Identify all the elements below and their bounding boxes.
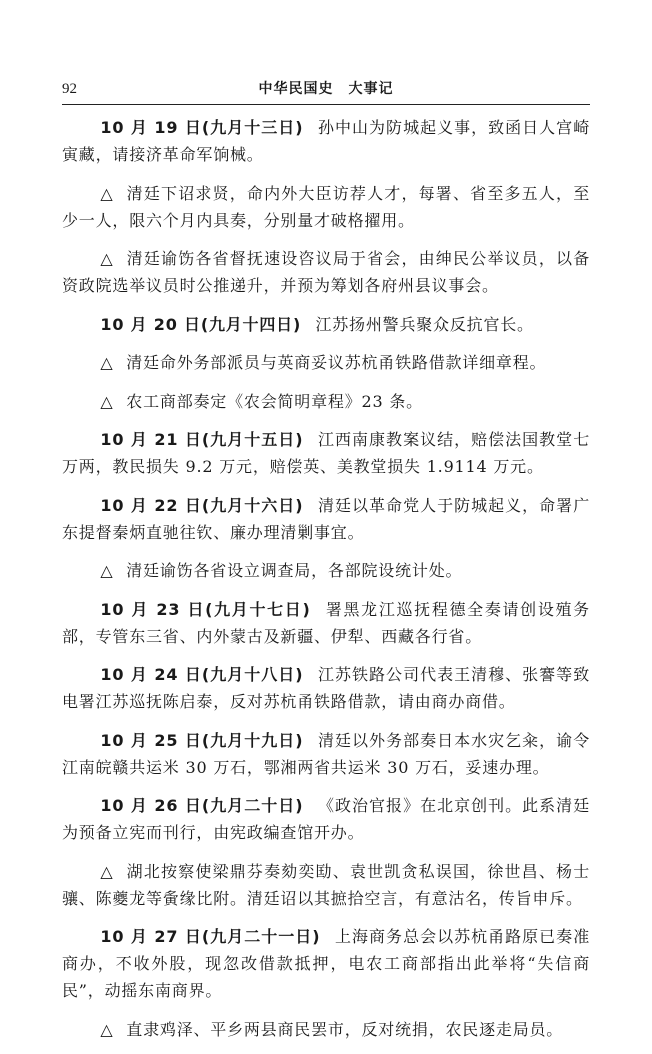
triangle-marker-icon: △ (100, 561, 114, 580)
entry-text: 江苏扬州警兵聚众反抗官长。 (315, 314, 534, 334)
entry-1022 (62, 492, 590, 546)
entry-date: 10 月 25 日(九月十九日) (100, 730, 304, 750)
entry-1020-b (62, 388, 590, 415)
running-title: 中华民国史 大事记 (258, 81, 394, 97)
entry-text: 清廷下诏求贤，命内外大臣访荐人才，每署、省至多五人，至少一人，限六个月内具奏，分别量才破格擢用。 (62, 183, 590, 230)
entry-1024 (62, 661, 590, 715)
entry-text: 《政治官报》在北京创刊。此系清廷为预备立宪而刊行，由宪政编查馆开办。 (62, 796, 590, 842)
entry-date: 10 月 20 日(九月十四日) (100, 314, 302, 334)
entry-text: 上海商务总会以苏杭甬路原已奏准商办，不收外股，现忽改借款抵押，电农工商部指出此举将“失信商民”，动摇东南商界。 (62, 927, 590, 1000)
entry-text: 农工商部奏定《农会简明章程》23 条。 (126, 391, 423, 411)
entry-text: 江西南康教案议结，赔偿法国教堂七万两，教民损失 9.2 万元，赔偿英、美教堂损失 1.9114 万元。 (62, 430, 590, 476)
triangle-marker-icon: △ (100, 861, 114, 881)
entry-date: 10 月 26 日(九月二十日) (100, 796, 304, 815)
entry-text: 清廷以革命党人于防城起义，命署广东提督秦炳直驰往钦、廉办理清剿事宜。 (62, 495, 590, 542)
entry-1027 (62, 923, 590, 1004)
header-rule (62, 104, 590, 105)
page-number: 92 (62, 81, 77, 97)
triangle-marker-icon: △ (100, 391, 114, 411)
entry-1019 (62, 114, 590, 168)
entry-1020-a (62, 349, 590, 376)
entry-text: 清廷命外务部派员与英商妥议苏杭甬铁路借款详细章程。 (126, 353, 547, 372)
entry-1025 (62, 727, 590, 781)
entry-date: 10 月 24 日(九月十八日) (100, 665, 304, 684)
entry-text: 清廷谕饬各省设立调查局，各部院设统计处。 (126, 561, 463, 580)
entry-date: 10 月 21 日(九月十五日) (100, 430, 304, 449)
entry-date: 10 月 22 日(九月十六日) (100, 495, 304, 515)
running-header (62, 78, 590, 102)
entry-text: 清廷以外务部奏日本水灾乞籴，谕令江南皖赣共运米 30 万石，鄂湘两省共运米 30 万石，妥速办理。 (62, 730, 590, 777)
entry-1026-a (62, 858, 590, 912)
triangle-marker-icon: △ (100, 183, 114, 203)
triangle-marker-icon: △ (100, 1019, 114, 1039)
entry-date: 10 月 19 日(九月十三日) (100, 118, 304, 137)
entry-1023 (62, 596, 590, 650)
entry-1022-a (62, 557, 590, 584)
entry-1026 (62, 792, 590, 846)
entry-text: 直隶鸡泽、平乡两县商民罢市，反对统捐，农民逐走局员。 (126, 1019, 564, 1039)
triangle-marker-icon: △ (100, 353, 114, 372)
triangle-marker-icon: △ (100, 249, 114, 268)
chronicle-body (62, 114, 590, 1054)
entry-text: 湖北按察使梁鼎芬奏劾奕劻、袁世凯贪私误国，徐世昌、杨士骧、陈夔龙等夤缘比附。清廷诏以其摭拾空言，有意沽名，传旨申斥。 (62, 861, 590, 908)
entry-text: 清廷谕饬各省督抚速设咨议局于省会，由绅民公举议员，以备资政院选举议员时公推递升，并预为筹划各府州县议事会。 (62, 249, 590, 295)
entry-text: 江苏铁路公司代表王清穆、张謇等致电署江苏巡抚陈启泰，反对苏杭甬铁路借款，请由商办商借。 (62, 665, 590, 711)
entry-text: 署黑龙江巡抚程德全奏请创设殖务部，专管东三省、内外蒙古及新疆、伊犁、西藏各行省。 (62, 599, 590, 646)
entry-date: 10 月 23 日(九月十七日) (100, 599, 311, 619)
entry-1027-a (62, 1016, 590, 1043)
entry-1020 (62, 311, 590, 338)
entry-date: 10 月 27 日(九月二十一日) (100, 927, 321, 946)
entry-1019-a (62, 180, 590, 234)
entry-1021 (62, 426, 590, 480)
entry-text: 孙中山为防城起义事，致函日人宫崎寅藏，请接济革命军饷械。 (62, 118, 590, 164)
entry-1019-b (62, 245, 590, 299)
